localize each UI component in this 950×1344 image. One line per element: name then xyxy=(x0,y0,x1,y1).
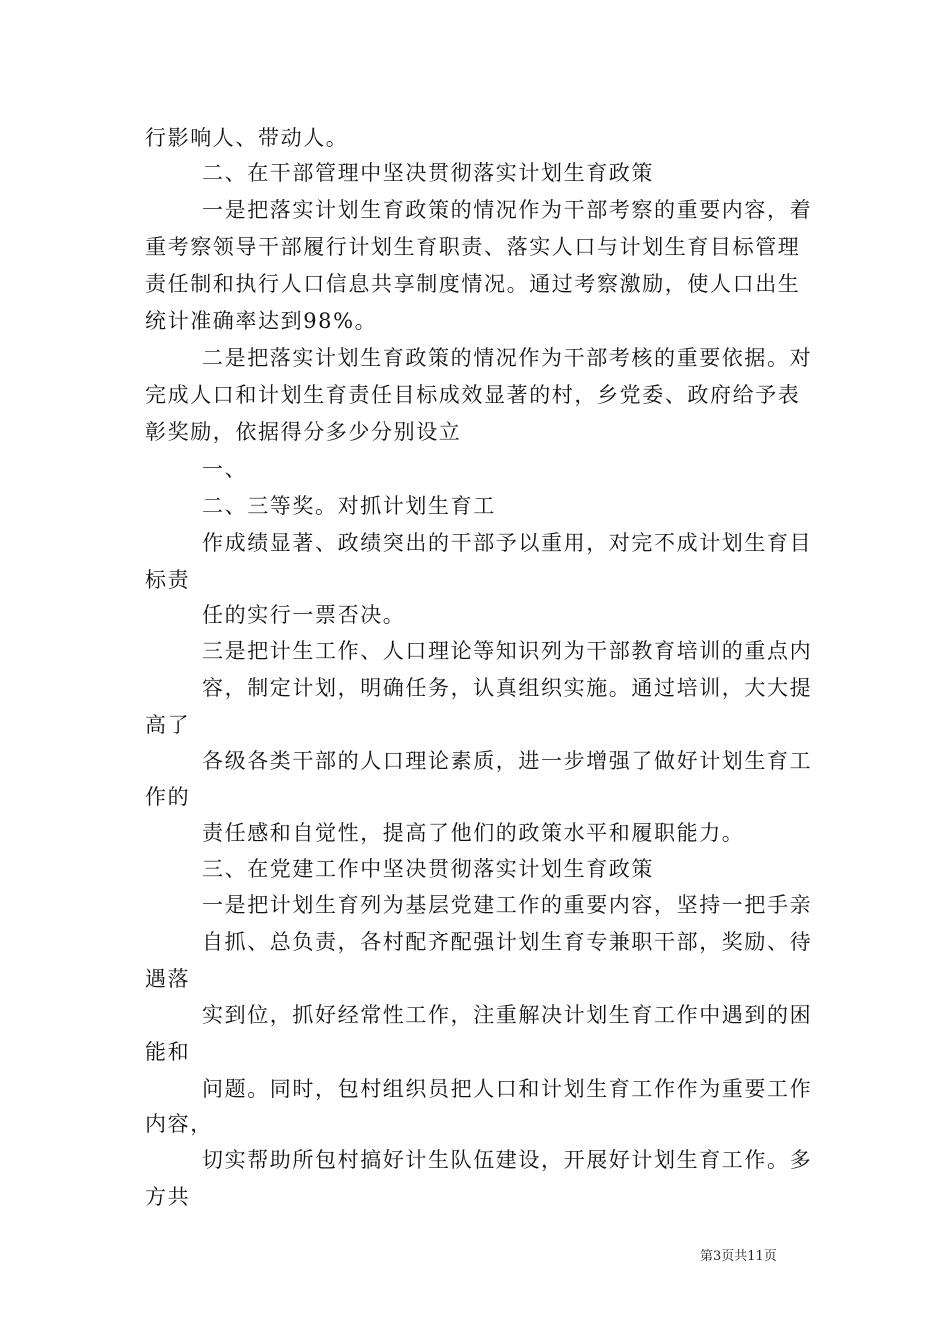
section-heading: 三、在党建工作中坚决贯彻落实计划生育政策 xyxy=(202,857,654,881)
text-line: 能和 xyxy=(145,1040,191,1064)
text-line: 各级各类干部的人口理论素质，进一步增强了做好计划生育工 xyxy=(202,749,813,773)
text-line: 问题。同时，包村组织员把人口和计划生育工作作为重要工作 xyxy=(202,1077,813,1101)
text-line: 遇落 xyxy=(145,967,191,991)
text-line: 行影响人、带动人。 xyxy=(145,126,349,150)
text-line: 任的实行一票否决。 xyxy=(202,603,406,627)
text-line: 三是把计生工作、人口理论等知识列为干部教育培训的重点内 xyxy=(202,639,813,663)
text-line: 责任感和自觉性，提高了他们的政策水平和履职能力。 xyxy=(202,821,745,845)
section-heading: 二、在干部管理中坚决贯彻落实计划生育政策 xyxy=(202,161,654,185)
text-line: 自抓、总负责，各村配齐配强计划生育专兼职干部，奖励、待 xyxy=(202,930,813,954)
text-line: 实到位，抓好经常性工作，注重解决计划生育工作中遇到的困 xyxy=(202,1003,813,1027)
text-line: 标责 xyxy=(145,568,191,592)
text-line: 二、三等奖。对抓计划生育工 xyxy=(202,494,496,518)
text-line: 内容， xyxy=(145,1112,213,1136)
text-line: 切实帮助所包村搞好计生队伍建设，开展好计划生育工作。多 xyxy=(202,1148,813,1172)
text-line: 统计准确率达到98%。 xyxy=(145,309,378,333)
text-line: 彰奖励，依据得分多少分别设立 xyxy=(145,420,462,444)
text-line: 容，制定计划，明确任务，认真组织实施。通过培训，大大提 xyxy=(202,676,813,700)
text-line: 一、 xyxy=(202,457,248,481)
text-line: 高了 xyxy=(145,713,191,737)
text-line: 责任制和执行人口信息共享制度情况。通过考察激励，使人口出生 xyxy=(145,272,801,296)
text-line: 完成人口和计划生育责任目标成效显著的村，乡党委、政府给予表 xyxy=(145,383,801,407)
text-line: 二是把落实计划生育政策的情况作为干部考核的重要依据。对 xyxy=(202,346,813,370)
text-line: 作的 xyxy=(145,785,191,809)
text-line: 作成绩显著、政绩突出的干部予以重用，对完不成计划生育目 xyxy=(202,531,813,555)
text-line: 一是把计划生育列为基层党建工作的重要内容，坚持一把手亲 xyxy=(202,893,813,917)
page-number-indicator: 第3页共11页 xyxy=(700,1249,777,1264)
text-line: 一是把落实计划生育政策的情况作为干部考察的重要内容，着 xyxy=(202,198,813,222)
text-line: 重考察领导干部履行计划生育职责、落实人口与计划生育目标管理 xyxy=(145,235,801,259)
text-line: 方共 xyxy=(145,1185,191,1209)
